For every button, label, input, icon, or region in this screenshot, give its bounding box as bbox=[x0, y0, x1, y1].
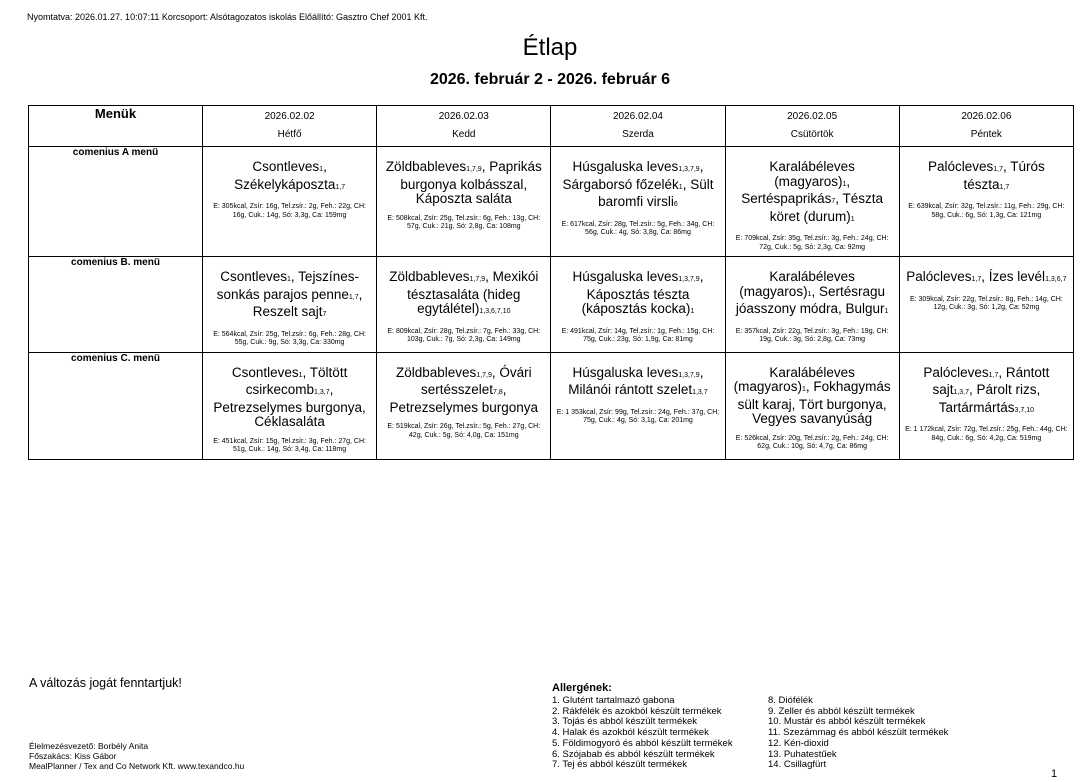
allergen-codes: 1,3,7 bbox=[953, 389, 970, 396]
meal-cell bbox=[203, 352, 377, 459]
allergen-item: 1. Glutént tartalmazó gabona bbox=[552, 695, 675, 706]
meal-cell bbox=[551, 352, 725, 459]
meal-cell bbox=[725, 257, 899, 353]
allergen-codes: 1,3,7,9 bbox=[678, 166, 700, 173]
meal-cell bbox=[551, 257, 725, 353]
nutrition-info: E: 709kcal, Zsír: 35g, Tel.zsír.: 3g, Feh.: 24g, CH: 72g, Cuk.: 5g, Só: 2,3g, Ca: 92mg bbox=[735, 235, 889, 251]
dish-text: Karalábéleves (magyaros)1, Sertésragu jóasszony módra, Bulgur1 bbox=[735, 269, 889, 316]
allergen-codes: 7,8 bbox=[493, 389, 503, 396]
day-header-tuesday bbox=[377, 106, 551, 147]
day-header-friday bbox=[899, 106, 1073, 147]
allergen-codes: 1 bbox=[801, 386, 806, 393]
dish-text: Zöldbableves1,7,9, Paprikás burgonya kolbásszal, Káposzta saláta bbox=[385, 159, 542, 206]
allergen-codes: 1 bbox=[287, 276, 291, 283]
page-title: Étlap bbox=[522, 34, 578, 61]
meal-cell bbox=[377, 147, 551, 257]
allergen-codes: 1,3,7,9 bbox=[678, 276, 700, 283]
nutrition-info: E: 508kcal, Zsír: 25g, Tel.zsír.: 6g, Feh.: 13g, CH: 57g, Cuk.: 21g, Só: 2,8g, Ca: 108mg bbox=[387, 214, 541, 230]
allergens-list-right bbox=[768, 696, 948, 771]
allergen-codes: 1,7 bbox=[993, 166, 1003, 173]
allergen-item: 5. Földimogyoró és abból készült termékek bbox=[552, 737, 733, 749]
menu-row-c bbox=[29, 352, 1074, 459]
allergen-codes: 1 bbox=[319, 166, 324, 173]
allergen-codes: 1 bbox=[298, 371, 303, 379]
allergen-item: 3. Tojás és abból készült termékek bbox=[552, 716, 698, 728]
menu-row-b bbox=[29, 257, 1074, 353]
print-header: Nyomtatva: 2026.01.27. 10:07:11 Korcsoport: Alsótagozatos iskolás Előállító: Gasztro Chef 2001 Kft. bbox=[27, 12, 428, 22]
allergens-list-left bbox=[552, 696, 733, 771]
allergen-codes: 7 bbox=[322, 311, 327, 318]
day-header-wednesday bbox=[551, 106, 725, 147]
allergen-item: 11. Szezámmag és abból készült termékek bbox=[768, 727, 949, 739]
allergen-codes: 7 bbox=[831, 198, 836, 205]
page-number: 1 bbox=[1051, 768, 1058, 780]
nutrition-info: E: 564kcal, Zsír: 25g, Tel.zsír.: 6g, Feh.: 28g, CH: 55g, Cuk.: 9g, Só: 3,3g, Ca: 330mg bbox=[213, 330, 366, 346]
dish-text: Karalábéleves (magyaros)1, Sertéspaprikás7, Tészta köret (durum)1 bbox=[741, 159, 884, 224]
day-name: Péntek bbox=[970, 129, 1002, 140]
dish-text: Húsgaluska leves1,3,7,9, Sárgaborsó főzelék1, Sült baromfi virsli6 bbox=[562, 159, 714, 209]
allergen-codes: 6 bbox=[673, 201, 678, 208]
allergen-codes: 1 bbox=[884, 308, 889, 315]
day-header-monday bbox=[203, 106, 377, 147]
meal-cell bbox=[725, 352, 899, 459]
nutrition-info: E: 617kcal, Zsír: 28g, Tel.zsír.: 5g, Feh.: 34g, CH: 56g, Cuk.: 4g, Só: 3,8g, Ca: 86mg bbox=[561, 220, 715, 236]
allergens-title: Allergének: bbox=[552, 682, 612, 694]
day-date: 2026.02.05 bbox=[787, 111, 838, 122]
allergen-item: 4. Halak és azokból készült termékek bbox=[552, 727, 709, 739]
nutrition-info: E: 309kcal, Zsír: 22g, Tel.zsír.: 8g, Feh.: 14g, CH: 12g, Cuk.: 3g, Só: 1,2g, Ca: 52mg bbox=[909, 295, 1063, 311]
meal-cell bbox=[203, 147, 377, 257]
allergen-item: 7. Tej és abból készült termékek bbox=[552, 759, 688, 771]
day-date: 2026.02.03 bbox=[438, 111, 489, 122]
allergen-item: 2. Rákfélék és azokból készült termékek bbox=[552, 705, 722, 717]
food-service-manager: Élelmezésvezető: Borbély Anita bbox=[29, 741, 149, 751]
software-credit: MealPlanner / Tex and Co Network Kft. www.texandco.hu bbox=[29, 761, 245, 771]
dish-text: Palócleves1,7, Rántott sajt1,3,7, Párolt rizs, Tartármártás3,7,10 bbox=[923, 364, 1050, 415]
allergen-item: 8. Diófélék bbox=[768, 695, 813, 706]
allergen-codes: 1 bbox=[842, 180, 847, 188]
nutrition-info: E: 1 353kcal, Zsír: 99g, Tel.zsír.: 24g, Feh.: 37g, CH: 75g, Cuk.: 4g, Só: 3,1g, Ca: 201mg bbox=[556, 408, 720, 424]
meal-cell bbox=[899, 257, 1073, 353]
dish-text: Zöldbableves1,7,9, Óvári sertésszelet7,8, Petrezselymes burgonya bbox=[389, 364, 539, 415]
day-date: 2026.02.02 bbox=[264, 111, 315, 122]
allergen-codes: 1 bbox=[678, 183, 683, 191]
allergen-codes: 1 bbox=[807, 290, 812, 298]
allergen-codes: 1,7,9 bbox=[469, 276, 486, 283]
meal-cell bbox=[899, 352, 1073, 459]
dish-text: Csontleves1, Töltött csirkecomb1,3,7, Petrezselymes burgonya, Céklasaláta bbox=[213, 364, 366, 429]
day-name: Szerda bbox=[622, 129, 654, 140]
nutrition-info: E: 526kcal, Zsír: 20g, Tel.zsír.: 2g, Feh.: 24g, CH: 62g, Cuk.: 10g, Só: 4,7g, Ca: 86mg bbox=[735, 434, 889, 450]
dish-text: Karalábéleves (magyaros)1, Fokhagymás sült karaj, Tört burgonya, Vegyes savanyúság bbox=[733, 364, 891, 426]
nutrition-info: E: 305kcal, Zsír: 16g, Tel.zsír.: 2g, Feh.: 22g, CH: 16g, Cuk.: 14g, Só: 3,3g, Ca: 159mg bbox=[213, 203, 366, 219]
allergen-codes: 1,3,7 bbox=[314, 389, 330, 396]
menu-row-label: comenius A menü bbox=[29, 147, 203, 257]
nutrition-info: E: 451kcal, Zsír: 15g, Tel.zsír.: 3g, Feh.: 27g, CH: 51g, Cuk.: 14g, Só: 3,4g, Ca: 118mg bbox=[213, 437, 366, 453]
dish-text: Csontleves1, Tejszínes-sonkás parajos penne1,7, Reszelt sajt7 bbox=[216, 269, 363, 319]
allergen-codes: 1,3,6,7 bbox=[1045, 276, 1067, 283]
dish-text: Húsgaluska leves1,3,7,9, Milánói rántott szelet1,3,7 bbox=[568, 364, 708, 397]
allergen-codes: 1,7 bbox=[335, 183, 346, 191]
menu-row-a bbox=[29, 147, 1074, 257]
day-name: Kedd bbox=[452, 129, 476, 140]
nutrition-info: E: 519kcal, Zsír: 26g, Tel.zsír.: 5g, Feh.: 27g, CH: 42g, Cuk.: 5g, Só: 4,0g, Ca: 151mg bbox=[387, 423, 541, 439]
meal-cell bbox=[899, 147, 1073, 257]
menu-table-header bbox=[29, 106, 1074, 147]
dish-text: Húsgaluska leves1,3,7,9, Káposztás tészta (káposztás kocka)1 bbox=[572, 269, 704, 316]
meal-cell bbox=[377, 352, 551, 459]
allergen-codes: 1,7,9 bbox=[476, 371, 492, 379]
meal-cell bbox=[203, 257, 377, 353]
day-header-thursday bbox=[725, 106, 899, 147]
nutrition-info: E: 357kcal, Zsír: 22g, Tel.zsír.: 3g, Feh.: 19g, CH: 19g, Cuk.: 3g, Só: 2,8g, Ca: 73mg bbox=[735, 327, 889, 343]
allergen-codes: 1,3,6,7,10 bbox=[479, 308, 511, 315]
staff-info bbox=[29, 741, 244, 771]
day-name: Csütörtök bbox=[790, 129, 834, 140]
meal-cell bbox=[551, 147, 725, 257]
allergen-codes: 1 bbox=[850, 215, 855, 223]
allergen-item: 9. Zeller és abból készült termékek bbox=[768, 705, 915, 717]
dish-text: Palócleves1,7, Ízes levél1,3,6,7 bbox=[906, 269, 1067, 284]
allergen-item: 14. Csillagfürt bbox=[768, 759, 827, 771]
allergen-item: 10. Mustár és abból készült termékek bbox=[768, 716, 926, 728]
day-date: 2026.02.04 bbox=[612, 111, 663, 122]
menu-table bbox=[28, 105, 1074, 460]
nutrition-info: E: 1 172kcal, Zsír: 72g, Tel.zsír.: 25g, Feh.: 44g, CH: 84g, Cuk.: 6g, Só: 4,2g, Ca: 519mg bbox=[905, 426, 1068, 442]
allergen-item: 6. Szójabab és abból készült termékek bbox=[552, 748, 715, 760]
dish-text: Zöldbableves1,7,9, Mexikói tésztasaláta (hideg egytálétel)1,3,6,7,10 bbox=[389, 269, 539, 316]
allergen-codes: 3,7,10 bbox=[1014, 406, 1034, 414]
allergen-codes: 1,3,7 bbox=[692, 389, 708, 396]
allergen-item: 12. Kén-dioxid bbox=[768, 737, 829, 749]
allergen-item: 13. Puhatestűek bbox=[768, 748, 837, 760]
allergen-codes: 1,7 bbox=[999, 183, 1010, 191]
dish-text: Csontleves1, Székelykáposzta1,7 bbox=[234, 159, 346, 192]
allergen-codes: 1,7 bbox=[348, 293, 359, 301]
nutrition-info: E: 809kcal, Zsír: 28g, Tel.zsír.: 7g, Feh.: 33g, CH: 103g, Cuk.: 7g, Só: 2,3g, Ca: 149mg bbox=[387, 327, 541, 343]
menus-header: Menük bbox=[29, 106, 203, 147]
day-name: Hétfő bbox=[277, 129, 302, 140]
nutrition-info: E: 491kcal, Zsír: 14g, Tel.zsír.: 1g, Feh.: 15g, CH: 75g, Cuk.: 23g, Só: 1,9g, Ca: 81mg bbox=[561, 327, 715, 343]
nutrition-info: E: 639kcal, Zsír: 32g, Tel.zsír.: 11g, Feh.: 29g, CH: 58g, Cuk.: 6g, Só: 1,3g, Ca: 121mg bbox=[908, 203, 1065, 219]
meal-cell bbox=[377, 257, 551, 353]
date-range: 2026. február 2 - 2026. február 6 bbox=[429, 71, 671, 88]
menu-row-label: comenius C. menü bbox=[29, 352, 203, 459]
allergen-codes: 1,7 bbox=[988, 371, 999, 379]
meal-cell bbox=[725, 147, 899, 257]
allergen-codes: 1,7 bbox=[971, 276, 982, 283]
disclaimer: A változás jogát fenntartjuk! bbox=[29, 676, 182, 690]
dish-text: Palócleves1,7, Túrós tészta1,7 bbox=[927, 159, 1045, 192]
head-chef: Főszakács: Kiss Gábor bbox=[29, 751, 117, 761]
allergen-codes: 1,3,7,9 bbox=[678, 371, 700, 379]
allergen-codes: 1 bbox=[690, 308, 695, 315]
day-date: 2026.02.06 bbox=[961, 111, 1012, 122]
allergen-codes: 1,7,9 bbox=[466, 166, 482, 173]
menu-row-label: comenius B. menü bbox=[29, 257, 203, 353]
